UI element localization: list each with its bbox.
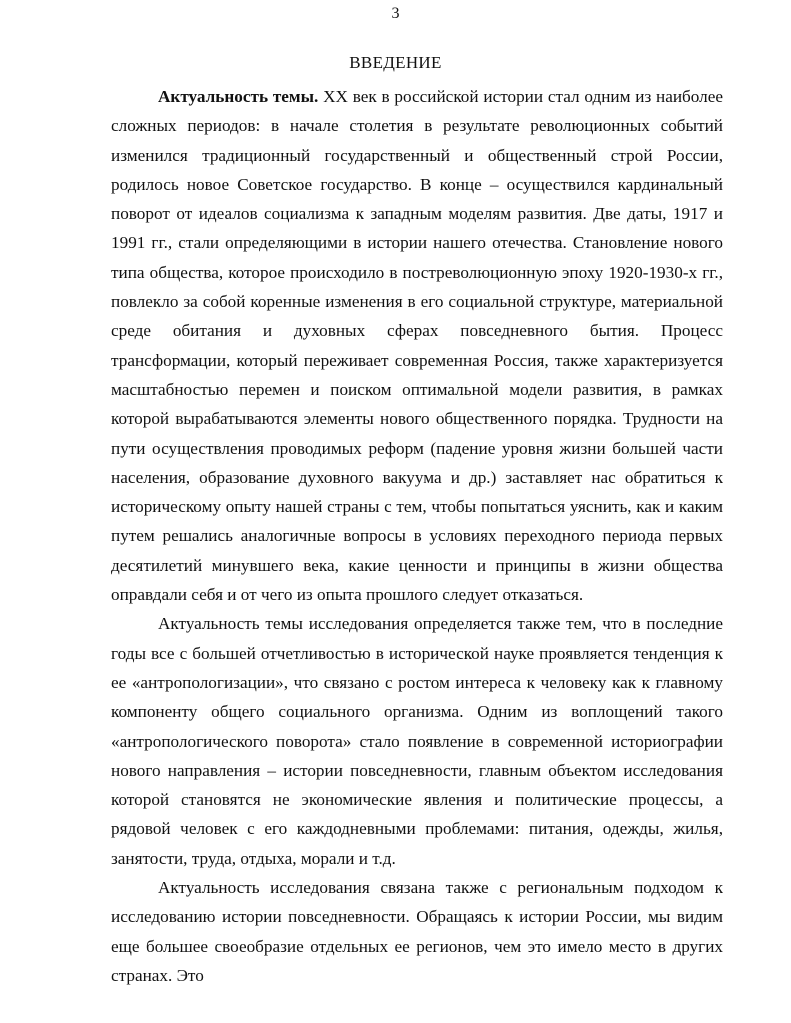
body-text (111, 82, 723, 990)
section-heading: ВВЕДЕНИЕ (349, 53, 442, 72)
paragraph-anthropology: Актуальность темы исследования определяется также тем, что в последние годы все с большей отчетливостью в исторической науке проявляется тенденция к ее «антропологизации», что связано с ростом интереса к человеку как к главному компоненту общего социального организма. Одним из воплощений такого «антропологического поворота» стало появление в современной историографии нового направления – истории повседневности, главным объектом исследования которой становятся не экономические явления и политические процессы, а рядовой человек с его каждодневными проблемами: питания, одежды, жилья, занятости, труда, отдыха, морали и т.д. (111, 614, 723, 868)
paragraph-regional: Актуальность исследования связана также с региональным подходом к исследованию истории повседневности. Обращаясь к истории России, мы видим еще большее своеобразие отдельных ее регионов, чем это имело место в других странах. Это (111, 878, 723, 985)
paragraph-relevance (111, 82, 723, 609)
paragraph-lead: Актуальность темы. (158, 87, 319, 106)
page-number: 3 (391, 5, 400, 22)
paragraph-text: XX век в российской истории стал одним из наиболее сложных периодов: в начале столетия в результате революционных событий изменился традиционный государственный и общественный строй России, родилось новое Советское государство. В конце – осуществился кардинальный поворот от идеалов социализма к западным моделям развития. Две даты, 1917 и 1991 гг., стали определяющими в истории нашего отечества. Становление нового типа общества, которое происходило в постреволюционную эпоху 1920-1930-х гг., повлекло за собой коренные изменения в его социальной структуре, материальной среде обитания и духовных сферах повседневного бытия. Процесс трансформации, который переживает современная Россия, также характеризуется масштабностью перемен и поиском оптимальной модели развития, в рамках которой вырабатываются элементы нового общественного порядка. Трудности на пути осуществления проводимых реформ (падение уровня жизни большей части населения, образование духовного вакуума и др.) заставляет нас обратиться к историческому опыту нашей страны с тем, чтобы попытаться уяснить, как и каким путем решались аналогичные вопросы в условиях переходного периода первых десятилетий минувшего века, какие ценности и принципы в жизни общества оправдали себя и от чего из опыта прошлого следует отказаться. (111, 87, 724, 605)
